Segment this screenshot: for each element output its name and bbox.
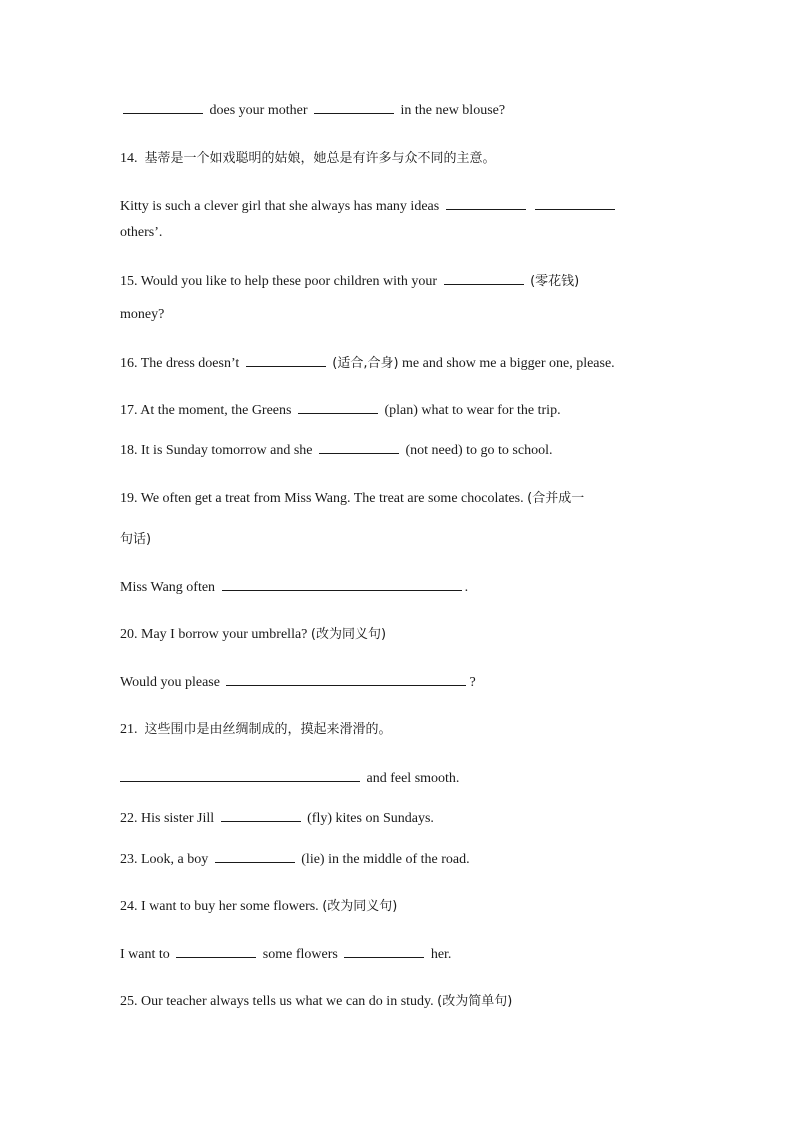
q14-prompt: [120, 150, 496, 168]
q19-text: 19. We often get a treat from Miss Wang. The treat are some chocolates.: [120, 491, 524, 506]
q14-cont-text: others’.: [120, 225, 163, 240]
q14-chinese-sentence: 基蒂是一个如戏聪明的姑娘，她总是有许多与众不同的主意。: [144, 151, 496, 166]
q15-prompt: [120, 272, 579, 291]
q15-text: 15. Would you like to help these poor children with your: [120, 274, 438, 289]
q16-post-text: me and show me a bigger one, please.: [402, 356, 615, 371]
q24-text: 24. I want to buy her some flowers.: [120, 899, 319, 914]
q15-continuation: [120, 306, 164, 324]
q20-text: 20. May I borrow your umbrella?: [120, 627, 308, 642]
q19-answer-pre: Miss Wang often: [120, 580, 216, 595]
answer-blank[interactable]: [344, 945, 424, 958]
answer-blank[interactable]: [226, 673, 466, 686]
answer-blank[interactable]: [298, 401, 378, 414]
q20-answer-end: ?: [469, 675, 476, 690]
q24-hint: (改为同义句): [322, 899, 398, 914]
q23-prompt: [120, 850, 470, 869]
q19-answer-line: [120, 578, 468, 597]
q17-post-text: (plan) what to wear for the trip.: [384, 403, 561, 418]
q20-answer-line: [120, 673, 476, 692]
answer-blank[interactable]: [535, 197, 615, 210]
q18-post-text: (not need) to go to school.: [405, 443, 553, 458]
q25-hint: (改为简单句): [437, 994, 513, 1009]
q24-prompt: [120, 898, 397, 916]
q25-text: 25. Our teacher always tells us what we can do in study.: [120, 994, 434, 1009]
q15-cont-text: money?: [120, 307, 165, 322]
q22-prompt: [120, 809, 434, 828]
q21-number: 21.: [120, 722, 138, 737]
q22-pre-text: 22. His sister Jill: [120, 811, 215, 826]
answer-blank[interactable]: [446, 197, 526, 210]
q17-prompt: [120, 401, 561, 420]
answer-blank[interactable]: [444, 272, 524, 285]
q14-english-text: Kitty is such a clever girl that she always has many ideas: [120, 199, 440, 214]
answer-blank[interactable]: [222, 578, 462, 591]
q20-answer-pre: Would you please: [120, 675, 220, 690]
q13-mid-text: does your mother: [209, 103, 308, 118]
answer-blank[interactable]: [319, 441, 399, 454]
answer-blank[interactable]: [314, 101, 394, 114]
answer-blank[interactable]: [120, 769, 360, 782]
q17-pre-text: 17. At the moment, the Greens: [120, 403, 292, 418]
answer-blank[interactable]: [123, 101, 203, 114]
q23-pre-text: 23. Look, a boy: [120, 852, 209, 867]
q14-number: 14.: [120, 151, 138, 166]
q21-answer-end: and feel smooth.: [366, 771, 460, 786]
q16-hint: (适合,合身): [332, 356, 399, 371]
q19-hint-cont: 句话): [120, 532, 152, 547]
answer-blank[interactable]: [215, 850, 295, 863]
q16-prompt: [120, 354, 615, 373]
q15-hint: (零花钱): [530, 274, 580, 289]
q19-answer-end: .: [464, 580, 469, 595]
q21-chinese-sentence: 这些围巾是由丝绸制成的，摸起来滑滑的。: [144, 722, 392, 737]
q16-pre-text: 16. The dress doesn’t: [120, 356, 240, 371]
q18-prompt: [120, 441, 552, 460]
q18-pre-text: 18. It is Sunday tomorrow and she: [120, 443, 313, 458]
q13-answer-line: [120, 101, 505, 120]
q19-hint: (合并成一: [527, 491, 585, 506]
q21-answer-line: [120, 769, 459, 788]
q24-answer-line: [120, 945, 451, 964]
q24-a-mid: some flowers: [262, 947, 338, 962]
q22-post-text: (fly) kites on Sundays.: [307, 811, 434, 826]
q24-a-pre: I want to: [120, 947, 170, 962]
q13-end-text: in the new blouse?: [400, 103, 506, 118]
q20-hint: (改为同义句): [310, 627, 387, 642]
answer-blank[interactable]: [246, 354, 326, 367]
q14-answer-line: [120, 197, 618, 216]
q21-prompt: [120, 721, 392, 739]
q25-prompt: [120, 993, 512, 1011]
q14-continuation: [120, 224, 162, 242]
q23-post-text: (lie) in the middle of the road.: [301, 852, 470, 867]
q20-prompt: [120, 626, 386, 644]
q19-prompt: [120, 490, 584, 508]
answer-blank[interactable]: [176, 945, 256, 958]
answer-blank[interactable]: [221, 809, 301, 822]
q24-a-end: her.: [430, 947, 452, 962]
q19-hint-continuation: [120, 531, 151, 549]
